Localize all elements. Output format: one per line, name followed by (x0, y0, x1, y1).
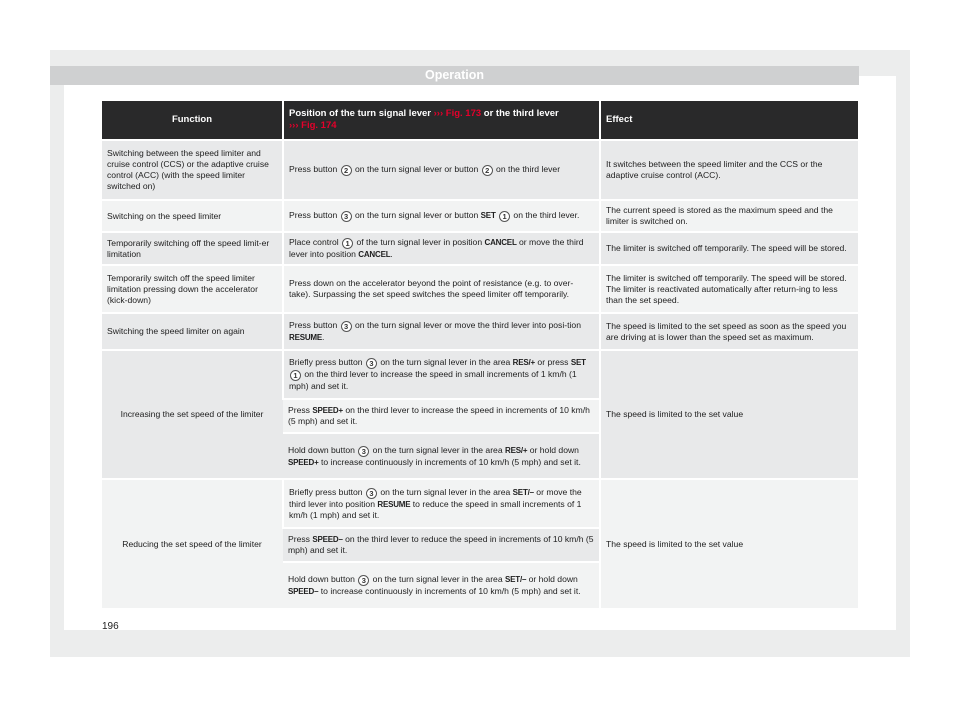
key-label: RESUME (289, 333, 323, 342)
key-label: CANCEL (358, 250, 391, 259)
row-position: Press button 3 on the turn signal lever or move the third lever into posi-tion RESUME. (283, 313, 600, 350)
row-effect: The speed is limited to the set value (600, 350, 858, 479)
key-label: SPEED+ (312, 406, 343, 415)
table-row (102, 265, 858, 313)
row-function: Switching between the speed limiter and cruise control (CCS) or the adaptive cruise control (ACC) (with the speed limiter switched on) (102, 140, 283, 200)
key-label: SPEED– (288, 587, 319, 596)
header-position: Position of the turn signal lever ››› Fig. 173 or the third lever ››› Fig. 174 (283, 101, 600, 140)
button-number-badge: 1 (342, 238, 353, 249)
button-number-badge: 1 (499, 211, 510, 222)
button-number-badge: 3 (358, 446, 369, 457)
row-position: Press button 2 on the turn signal lever or button 2 on the third lever (283, 140, 600, 200)
button-number-badge: 3 (366, 358, 377, 369)
row-position: Place control 1 of the turn signal lever in position CANCEL or move the third lever into position CANCEL. (283, 232, 600, 265)
key-label: CANCEL (484, 238, 517, 247)
row-function: Temporarily switch off the speed limiter limitation pressing down the accelerator (kick-down) (102, 265, 283, 313)
fig-173-link[interactable]: ››› Fig. 173 (433, 108, 482, 119)
key-label: RESUME (377, 499, 411, 509)
row-function: Increasing the set speed of the limiter (102, 350, 283, 479)
row-position: Briefly press button 3 on the turn signal lever in the area RES/+ or press SET 1 on the third lever to increase the speed in small increments of 1 km/h (1 mph) and set it. (283, 350, 600, 399)
header-function: Function (102, 101, 283, 140)
table-row (102, 313, 858, 350)
section-header: Operation (50, 66, 859, 85)
row-effect: It switches between the speed limiter and the CCS or the adaptive cruise control (ACC). (600, 140, 858, 200)
table-row (102, 140, 858, 200)
key-label: SET/– (505, 575, 527, 584)
table-row (102, 200, 858, 232)
row-position: Press SPEED– on the third lever to reduce the speed in increments of 10 km/h (5 mph) and set it. (283, 528, 600, 562)
button-number-badge: 3 (358, 575, 369, 586)
table-row (102, 479, 858, 528)
table-header-row (102, 101, 858, 140)
row-function: Switching the speed limiter on again (102, 313, 283, 350)
row-effect: The speed is limited to the set speed as soon as the speed you are driving at is lower than the speed set as maximum. (600, 313, 858, 350)
key-label: RES/+ (505, 445, 528, 455)
key-label: SET (570, 358, 586, 367)
button-number-badge: 2 (341, 165, 352, 176)
row-effect: The current speed is stored as the maximum speed and the limiter is switched on. (600, 200, 858, 232)
key-label: SPEED+ (288, 457, 319, 467)
key-label: RES/+ (512, 358, 536, 367)
row-effect: The limiter is switched off temporarily. The speed will be stored. The limiter is reactivated automatically after return-ing to less than the set speed. (600, 265, 858, 313)
fig-174-link[interactable]: ››› Fig. 174 (289, 120, 337, 131)
button-number-badge: 3 (366, 488, 377, 499)
function-table (102, 101, 858, 608)
row-position: Briefly press button 3 on the turn signal lever in the area SET/– or move the third lever into position RESUME to reduce the speed in small increments of 1 km/h (1 mph) and set it. (283, 479, 600, 528)
button-number-badge: 1 (290, 370, 301, 381)
button-number-badge: 3 (341, 211, 352, 222)
header-effect: Effect (600, 101, 858, 140)
table-row (102, 350, 858, 399)
row-position: Press down on the accelerator beyond the point of resistance (e.g. to over-take). Surpassing the set speed switches the speed limiter off temporarily. (283, 265, 600, 313)
row-function: Reducing the set speed of the limiter (102, 479, 283, 608)
row-position: Press SPEED+ on the third lever to increase the speed in increments of 10 km/h (5 mph) and set it. (283, 399, 600, 433)
key-label: SET (480, 211, 496, 220)
row-function: Temporarily switching off the speed limit-er limitation (102, 232, 283, 265)
table-row (102, 232, 858, 265)
button-number-badge: 2 (482, 165, 493, 176)
row-position: Hold down button 3 on the turn signal lever in the area SET/– or hold down SPEED– to increase continuously in increments of 10 km/h (5 mph) and set it. (283, 562, 600, 608)
button-number-badge: 3 (341, 321, 352, 332)
row-function: Switching on the speed limiter (102, 200, 283, 232)
row-position: Hold down button 3 on the turn signal lever in the area RES/+ or hold down SPEED+ to increase continuously in increments of 10 km/h (5 mph) and set it. (283, 433, 600, 479)
row-effect: The speed is limited to the set value (600, 479, 858, 608)
page-number: 196 (102, 621, 119, 632)
row-position: Press button 3 on the turn signal lever or button SET 1 on the third lever. (283, 200, 600, 232)
key-label: SET/– (512, 487, 534, 497)
row-effect: The limiter is switched off temporarily. The speed will be stored. (600, 232, 858, 265)
key-label: SPEED– (312, 535, 343, 544)
